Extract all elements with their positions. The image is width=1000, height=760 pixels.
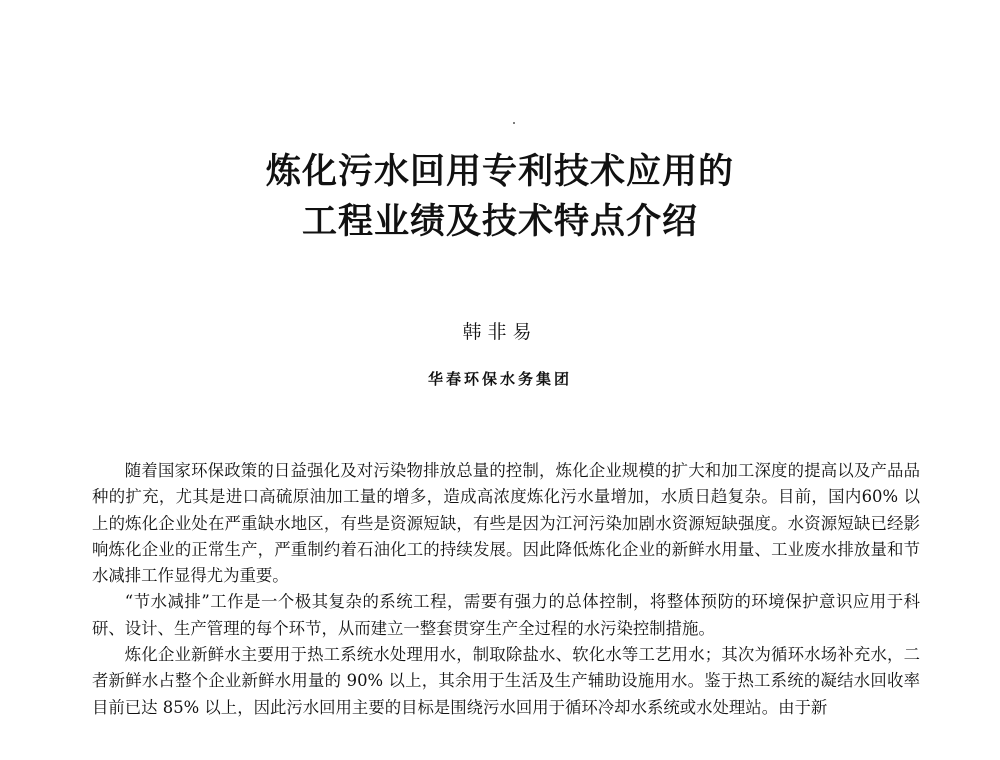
paragraph-3: 炼化企业新鲜水主要用于热工系统水处理用水，制取除盐水、软化水等工艺用水；其次为循环水场补充水，二者新鲜水占整个企业新鲜水用量的 90% 以上，其余用于生活及生产辅助设施用水。鉴于热工系统的凝结水回收率目前已达 85% 以上，因此污水回用主要的目标是围绕污水回用于循环冷却水系统或水处理站。由于新 [92, 645, 920, 717]
author-name: 韩非易 [462, 321, 538, 343]
title-line-1: 炼化污水回用专利技术应用的 [265, 152, 734, 192]
title-line-2: 工程业绩及技术特点介绍 [301, 202, 698, 242]
author-affiliation: 华春环保水务集团 [427, 370, 572, 388]
paragraph-2: “节水减排”工作是一个极其复杂的系统工程，需要有强力的总体控制，将整体预防的环境保护意识应用于科研、设计、生产管理的每个环节，从而建立一整套贯穿生产全过程的水污染控制措施。 [92, 592, 920, 638]
scan-speck [513, 122, 515, 124]
body-text [92, 458, 920, 721]
paragraph-1: 随着国家环保政策的日益强化及对污染物排放总量的控制，炼化企业规模的扩大和加工深度的提高以及产品品种的扩充，尤其是进口高硫原油加工量的增多，造成高浓度炼化污水量增加，水质日趋复杂。目前，国内60% 以上的炼化企业处在严重缺水地区，有些是资源短缺，有些是因为江河污染加剧水资源短缺强度。水资源短缺已经影响炼化企业的正常生产，严重制约着石油化工的持续发展。因此降低炼化企业的新鲜水用量、工业废水排放量和节水减排工作显得尤为重要。 [92, 461, 920, 586]
